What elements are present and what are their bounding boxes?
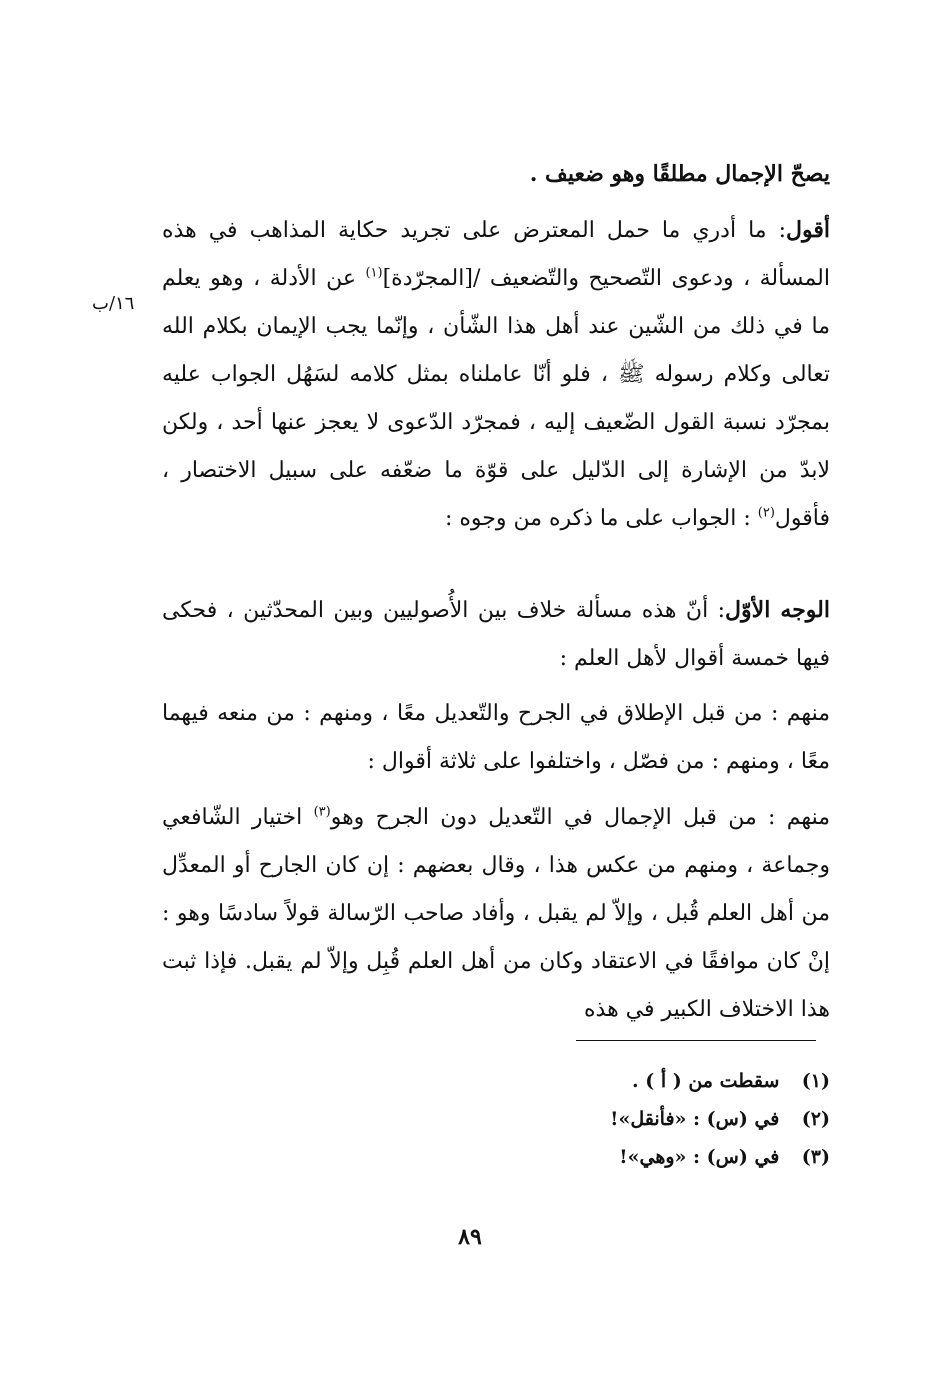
manuscript-folio-marker: ١٦/ب xyxy=(92,293,135,314)
paragraph-text: : ما أدري ما حمل المعترض على تجريد حكاية المذاهب في هذه المسألة ، ودعوى التّصحيح والتّضعيف /[المجرّدة] xyxy=(162,218,830,291)
paragraph-details xyxy=(162,794,830,1034)
paragraph-text: : الجواب على ما ذكره من وجوه : xyxy=(444,506,758,531)
footnote-text: سقطت من ( أ ) . xyxy=(632,1070,780,1092)
footnote-item xyxy=(400,1062,830,1100)
footnote-item xyxy=(400,1100,830,1138)
footnote-ref-1: (١) xyxy=(365,265,383,281)
paragraph-text: منهم : من قبل الإجمال في التّعديل دون الجرح وهو xyxy=(330,805,830,830)
paragraph-text: اختيار الشّافعي وجماعة ، ومنهم من عكس هذا ، وقال بعضهم : إن كان الجارح أو المعدِّل من أهل العلم قُبل ، وإلاّ لم يقبل ، وأفاد صاحب الرّسالة قولاً سادسًا وهو : إنْ كان موافقًا في الاعتقاد وكان من أهل العلم قُبِل وإلاّ لم يقبل. فإذا ثبت هذا الاختلاف الكبير في هذه xyxy=(162,805,830,1022)
footnote-text: في (س) : «وهي»! xyxy=(619,1146,780,1168)
paragraph-text: : أنّ هذه مسألة خلاف بين الأُصوليين وبين المحدّثين ، فحكى فيها خمسة أقوال لأهل العلم : xyxy=(162,598,830,671)
footnote-ref-2: (٢) xyxy=(757,505,775,521)
paragraph-label: أقول xyxy=(786,217,830,243)
footnote-number: (٢) xyxy=(801,1108,830,1130)
paragraph-opinions: منهم : من قبل الإطلاق في الجرح والتّعديل معًا ، ومنهم : من منعه فيهما معًا ، ومنهم : من فصّل ، واختلفوا على ثلاثة أقوال : xyxy=(162,701,830,774)
footnote-text: في (س) : «فأنقل»! xyxy=(610,1108,780,1130)
footnote-number: (٣) xyxy=(801,1146,830,1168)
footnote-number: (١) xyxy=(801,1070,830,1092)
footnote-ref-3: (٣) xyxy=(313,804,331,820)
paragraph-aqul xyxy=(162,206,830,543)
footnote-item xyxy=(400,1138,830,1176)
page-number: ٨٩ xyxy=(458,1224,482,1250)
paragraph-label: الوجه الأوّل xyxy=(725,597,830,623)
paragraph-first-aspect xyxy=(162,586,830,683)
paragraph-text: عن الأدلة ، وهو يعلم ما في ذلك من الشّين عند أهل هذا الشّأن ، وإنّما يجب الإيمان بكلام الله تعالى وكلام رسوله ﷺ ، فلو أنّا عاملناه بمثل كلامه لسَهُل الجواب عليه بمجرّد نسبة القول الضّعيف إليه ، فمجرّد الدّعوى لا يعجز عنها أحد ، ولكن لابدّ من الإشارة إلى الدّليل على قوّة ما ضعّفه على سبيل الاختصار ، فأقول xyxy=(162,266,830,531)
footnotes xyxy=(400,1062,830,1176)
footnote-divider xyxy=(576,1040,816,1041)
lead-sentence: يصحّ الإجمال مطلقًا وهو ضعيف . xyxy=(529,161,830,187)
